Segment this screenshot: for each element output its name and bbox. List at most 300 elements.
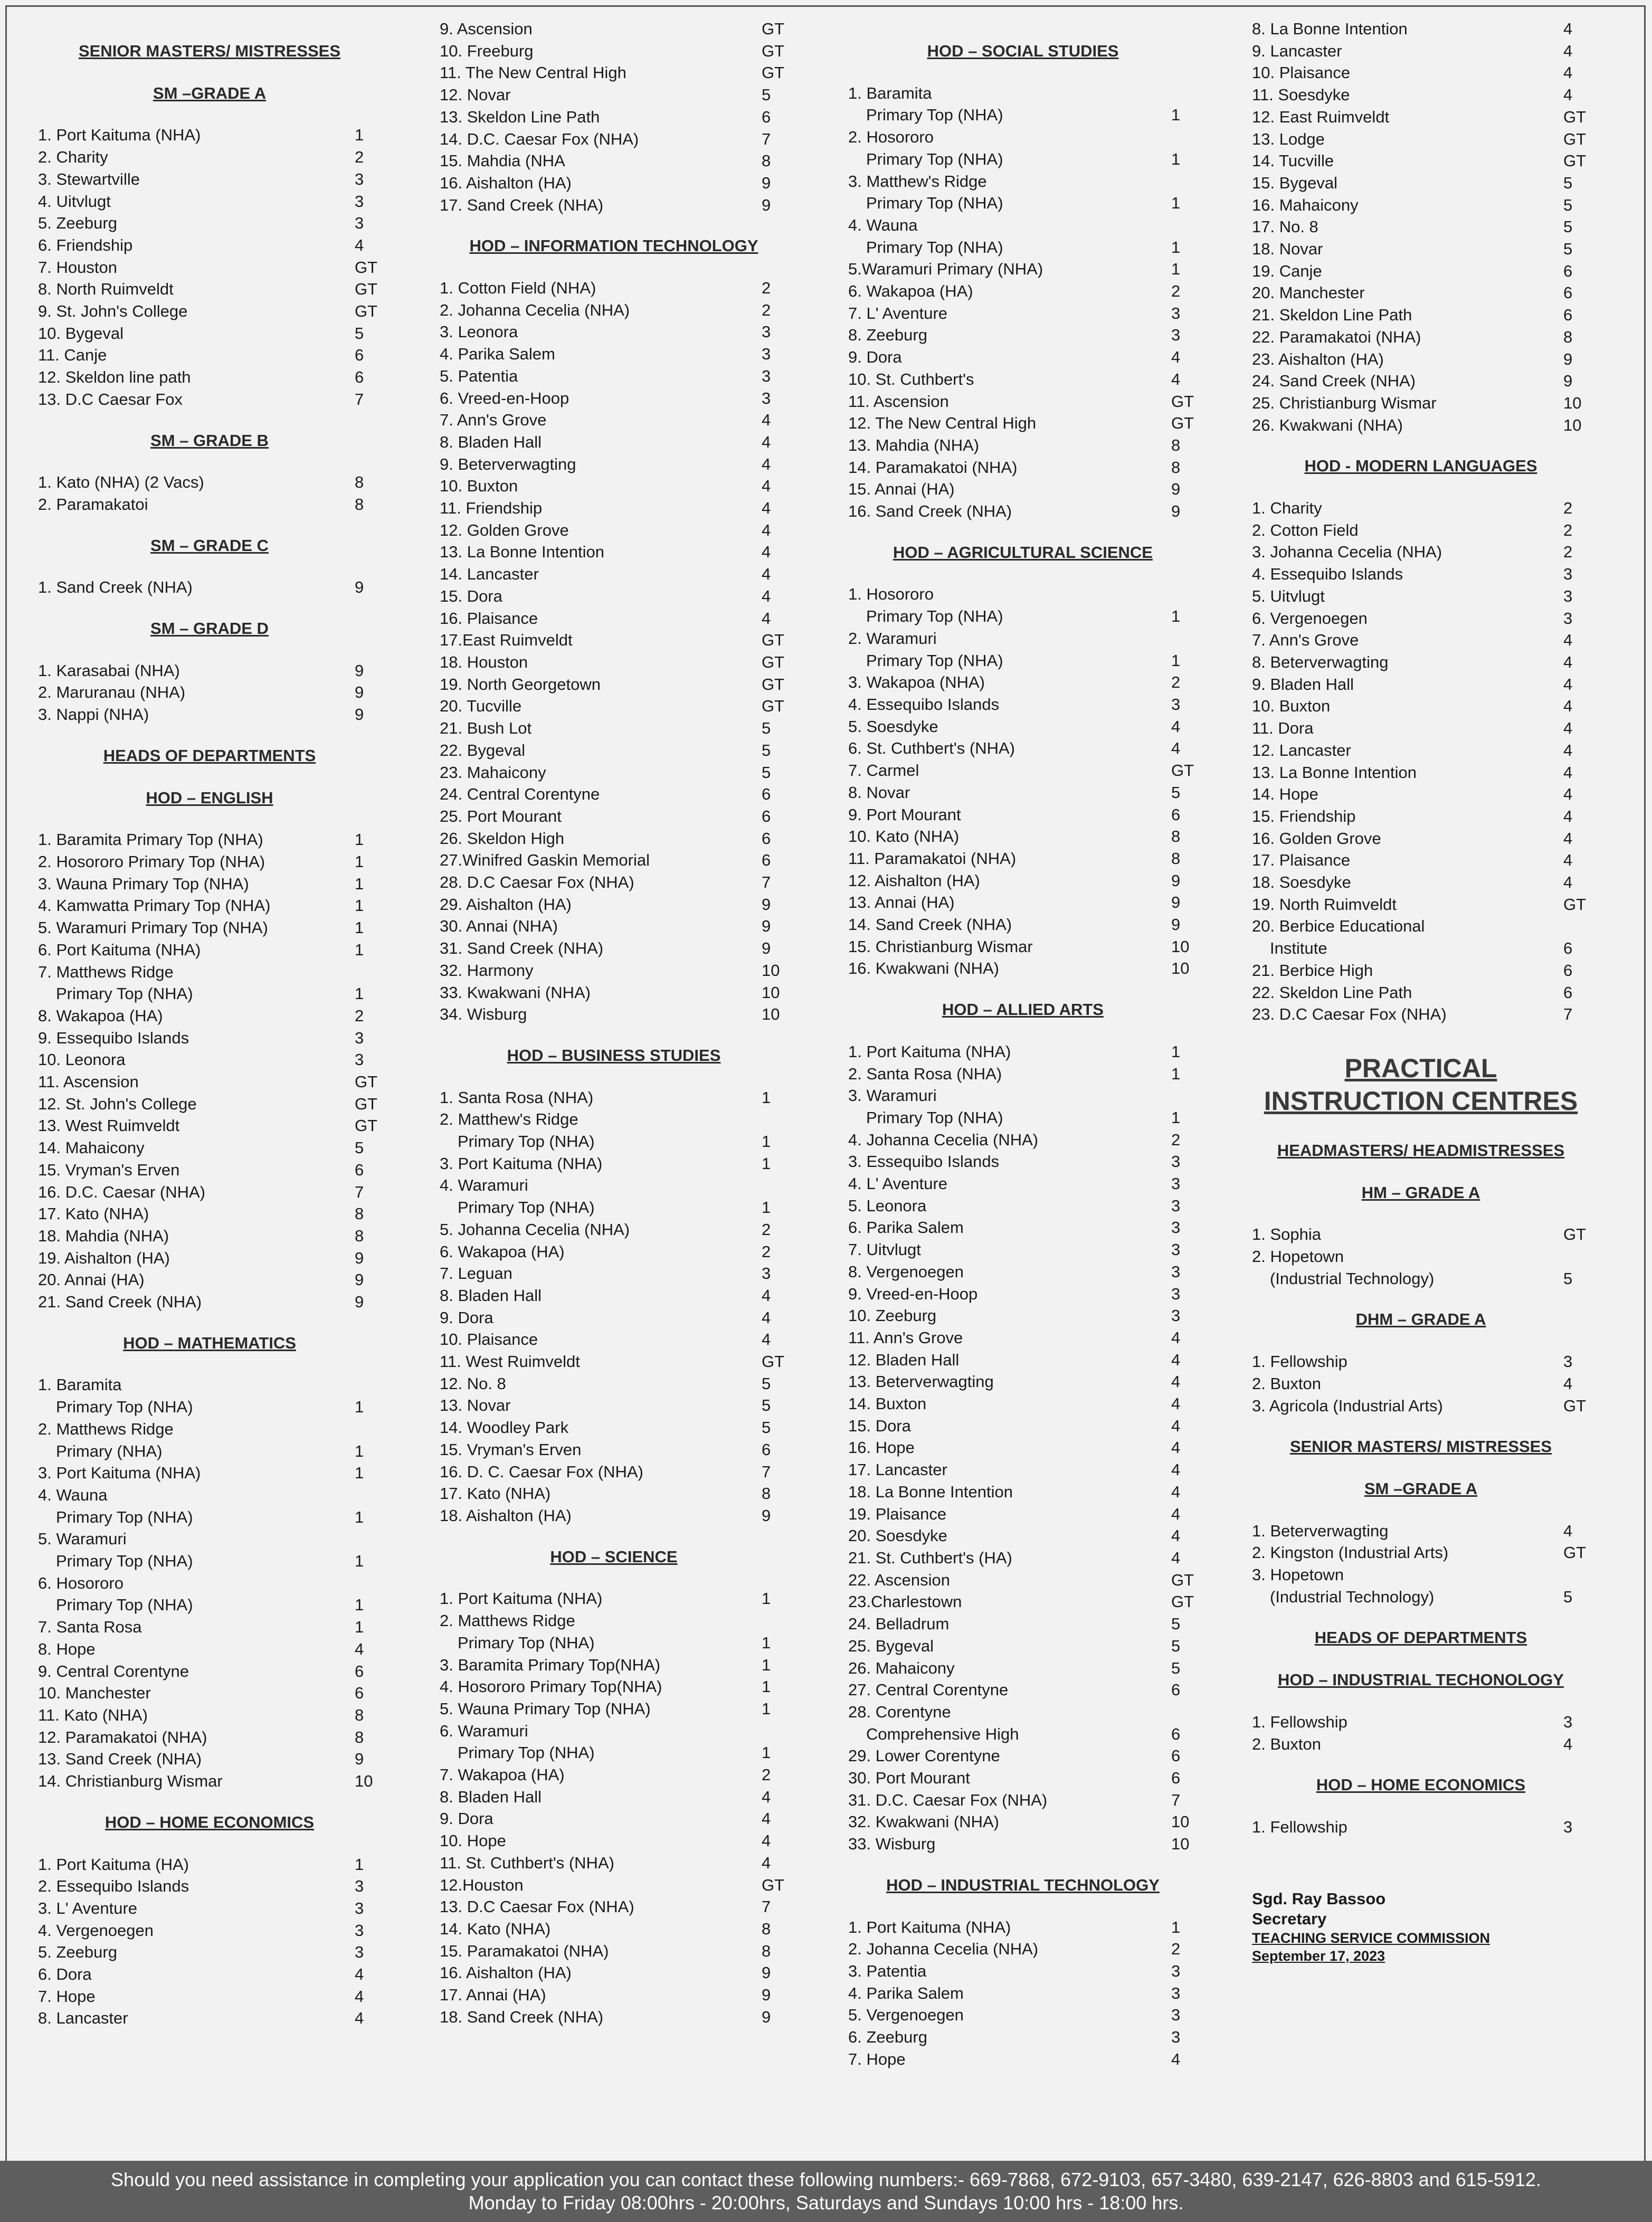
school-entry (1252, 739, 1590, 762)
school-entry (1252, 260, 1590, 282)
section-heading: HOD – INFORMATION TECHNOLOGY (469, 236, 758, 255)
school-name: 7. Ann's Grove (440, 411, 547, 430)
school-name: 8. Bladen Hall (440, 432, 542, 451)
school-name: Primary Top (NHA) (866, 149, 1003, 168)
school-entry (38, 1726, 381, 1749)
school-entry (440, 1505, 788, 1527)
school-grade: 5 (1171, 1615, 1181, 1634)
school-entry (1252, 1246, 1590, 1268)
school-entry (440, 1830, 788, 1852)
school-grade: 9 (355, 1248, 364, 1267)
school-name: 10. Plaisance (440, 1330, 538, 1349)
school-grade: 8 (1171, 849, 1181, 868)
school-entry (38, 1638, 381, 1660)
school-grade (355, 1528, 381, 1550)
school-grade: GT (762, 41, 785, 60)
school-name: 6. Waramuri (440, 1721, 528, 1740)
school-entry (38, 1572, 381, 1594)
school-entry (848, 1305, 1198, 1327)
school-entry (848, 368, 1198, 391)
school-grade: 8 (355, 1226, 364, 1245)
school-entry (38, 1986, 381, 2008)
school-name: 9. Lancaster (1252, 41, 1342, 60)
school-name: 9. Dora (440, 1809, 493, 1828)
school-grade (355, 1418, 381, 1440)
school-entry (1252, 695, 1590, 717)
school-grade: 4 (762, 1330, 771, 1349)
school-entry (38, 471, 381, 493)
school-name: 11. Dora (1252, 719, 1314, 738)
school-name: Primary Top (NHA) (866, 194, 1003, 213)
school-entry (440, 915, 788, 937)
school-grade: 8 (355, 473, 364, 492)
school-name: 4. Uitvlugt (38, 192, 111, 211)
school-name: 11. St. Cuthbert's (NHA) (440, 1853, 614, 1872)
school-grade: 4 (1563, 719, 1573, 738)
school-entry (38, 278, 381, 300)
school-name: 17. Kato (NHA) (38, 1204, 149, 1223)
school-name: 1. Cotton Field (NHA) (440, 279, 596, 298)
school-name: 1. Port Kaituma (NHA) (848, 1917, 1011, 1936)
school-name: 17. No. 8 (1252, 217, 1318, 236)
school-name: 8. Novar (848, 783, 910, 802)
section-heading: SM – GRADE B (150, 431, 269, 450)
school-name: 18. Novar (1252, 240, 1323, 259)
school-entry (440, 299, 788, 321)
school-grade: 4 (762, 432, 771, 451)
school-entry (848, 2048, 1198, 2071)
school-entry (1252, 563, 1590, 585)
school-entry (848, 671, 1198, 694)
school-entry (1252, 194, 1590, 216)
school-entry (38, 1247, 381, 1269)
school-entry (38, 1225, 381, 1247)
school-grade: 3 (355, 169, 364, 188)
school-entry (440, 695, 788, 717)
school-entry (440, 387, 788, 410)
school-name: 7. Wakapoa (HA) (440, 1765, 565, 1784)
school-entry (38, 660, 381, 682)
school-grade: 7 (355, 390, 364, 409)
school-grade: 1 (1171, 1108, 1181, 1127)
school-name: 6. St. Cuthbert's (NHA) (848, 739, 1015, 758)
school-name: 2. Hosororo (848, 128, 934, 147)
school-name: 15. Vryman's Erven (38, 1160, 180, 1179)
school-name: 10. Buxton (1252, 697, 1331, 716)
school-entry (38, 1027, 381, 1049)
school-name: 20. Berbice Educational (1252, 917, 1425, 936)
school-entry (848, 324, 1198, 346)
school-name: Primary Top (NHA) (458, 1743, 595, 1762)
school-entry (440, 1676, 788, 1698)
school-grade: GT (762, 1875, 785, 1894)
school-entry (1252, 348, 1590, 371)
school-name: 16. Mahaicony (1252, 195, 1359, 214)
school-entry (1252, 1564, 1590, 1586)
school-entry (848, 870, 1198, 892)
school-grade (355, 961, 381, 983)
school-entry (440, 1003, 788, 1025)
school-name: 13. Annai (HA) (848, 893, 955, 912)
school-grade: 9 (762, 195, 771, 214)
school-entry (848, 1811, 1198, 1833)
school-name: 1. Port Kaituma (NHA) (440, 1589, 603, 1608)
school-name: 18. Soesdyke (1252, 873, 1351, 892)
school-name: 28. D.C Caesar Fox (NHA) (440, 873, 634, 892)
school-name: 12.Houston (440, 1875, 524, 1894)
school-grade: GT (762, 697, 785, 716)
school-entry (848, 825, 1198, 848)
school-name: 21. Bush Lot (440, 719, 532, 738)
school-name: 2. Hopetown (1252, 1247, 1344, 1266)
school-name: 25. Port Mourant (440, 806, 562, 825)
school-grade: 4 (1563, 675, 1573, 694)
school-grade: 1 (355, 1552, 364, 1571)
school-grade: 9 (762, 1506, 771, 1525)
school-name: Primary Top (NHA) (56, 1507, 193, 1526)
school-entry (848, 694, 1198, 716)
school-entry (38, 1269, 381, 1291)
school-grade: 6 (762, 806, 771, 825)
school-grade: 4 (762, 586, 771, 605)
school-name: 14. Buxton (848, 1394, 927, 1413)
school-name: 6. Hosororo (38, 1573, 124, 1592)
school-entry (848, 628, 1198, 650)
school-name: Primary Top (NHA) (56, 1596, 193, 1615)
school-entry (848, 957, 1198, 980)
school-entry (38, 1462, 381, 1484)
school-name: 16. Kwakwani (NHA) (848, 959, 999, 978)
school-entry-continuation (848, 236, 1198, 259)
school-grade (1563, 1246, 1590, 1268)
school-name: Primary Top (NHA) (56, 1398, 193, 1417)
school-name: 32. Harmony (440, 961, 534, 980)
school-entry (848, 1063, 1198, 1085)
school-entry (848, 1503, 1198, 1525)
school-entry (38, 829, 381, 851)
school-entry (848, 1701, 1198, 1723)
school-grade: 1 (1171, 260, 1181, 279)
school-name: 5. Uitvlugt (1252, 586, 1325, 605)
school-entry (38, 1159, 381, 1181)
school-grade: GT (1563, 1396, 1587, 1415)
school-entry (848, 126, 1198, 148)
school-grade: 5 (762, 740, 771, 759)
school-entry (440, 960, 788, 982)
school-entry (38, 851, 381, 873)
school-entry (440, 783, 788, 805)
school-name: Primary Top (NHA) (866, 1108, 1003, 1127)
school-grade: 7 (762, 1897, 771, 1916)
school-entry (848, 500, 1198, 523)
school-entry (38, 1115, 381, 1137)
school-grade: 3 (1171, 2006, 1181, 2025)
school-entry (440, 1698, 788, 1720)
school-entry (440, 497, 788, 519)
school-name: 12. No. 8 (440, 1374, 506, 1393)
school-name: 4. Vergenoegen (38, 1921, 154, 1940)
school-grade: 4 (1563, 829, 1573, 848)
school-grade: 6 (355, 368, 364, 387)
school-name: 8. Bladen Hall (440, 1787, 542, 1806)
school-name: 14. D.C. Caesar Fox (NHA) (440, 129, 639, 148)
school-grade: 4 (1563, 41, 1573, 60)
school-name: 13. D.C Caesar Fox (38, 390, 183, 409)
school-entry (848, 583, 1198, 605)
school-grade: 2 (1171, 1130, 1181, 1149)
school-grade: 1 (355, 918, 364, 937)
school-grade: 1 (762, 1655, 771, 1674)
school-entry (440, 18, 788, 40)
school-name: 3. Wauna Primary Top (NHA) (38, 874, 249, 893)
school-entry (848, 936, 1198, 958)
section-heading: HOD – ALLIED ARTS (942, 1000, 1104, 1019)
school-name: 24. Central Corentyne (440, 785, 600, 804)
school-grade: 9 (762, 939, 771, 958)
school-grade: 4 (1171, 1526, 1181, 1545)
school-name: 4. Essequibo Islands (1252, 565, 1403, 584)
school-name: 22. Skeldon Line Path (1252, 983, 1412, 1002)
school-grade: GT (355, 302, 378, 321)
school-entry (440, 1483, 788, 1505)
school-name: 30. Annai (NHA) (440, 917, 558, 936)
school-grade: 3 (762, 345, 771, 364)
school-entry (38, 366, 381, 388)
school-name: Primary Top (NHA) (458, 1198, 595, 1217)
school-grade: 4 (1563, 86, 1573, 105)
school-name: 23. Mahaicony (440, 763, 546, 782)
school-grade: 3 (762, 366, 771, 385)
school-name: 9. Essequibo Islands (38, 1028, 189, 1047)
school-name: Primary Top (NHA) (866, 651, 1003, 670)
school-grade: 3 (355, 214, 364, 233)
school-entry (848, 1960, 1198, 1982)
school-grade: 4 (1563, 20, 1573, 38)
school-grade: 4 (762, 543, 771, 562)
school-entry (38, 704, 381, 726)
school-name: 16. Plaisance (440, 609, 538, 628)
school-entry (440, 849, 788, 871)
section-heading: HOD – HOME ECONOMICS (1316, 1775, 1526, 1794)
school-grade: 1 (355, 874, 364, 893)
school-name: 13. D.C Caesar Fox (NHA) (440, 1897, 634, 1916)
school-name: 6. Port Kaituma (NHA) (38, 940, 201, 959)
school-name: 18. Mahdia (NHA) (38, 1226, 169, 1245)
school-grade: 1 (1171, 1917, 1181, 1936)
school-name: 2. Charity (38, 148, 108, 167)
school-name: 1. Kato (NHA) (2 Vacs) (38, 473, 204, 492)
school-entry-continuation (1252, 1268, 1590, 1290)
school-name: 7. Leguan (440, 1264, 512, 1283)
school-grade: 4 (762, 411, 771, 430)
school-grade (762, 1720, 788, 1742)
school-name: 29. Lower Corentyne (848, 1746, 1000, 1765)
school-entry (848, 1217, 1198, 1239)
school-entry (848, 1767, 1198, 1789)
school-entry (440, 62, 788, 84)
school-name: 17. Sand Creek (NHA) (440, 195, 604, 214)
school-grade: GT (762, 652, 785, 671)
school-grade: 4 (762, 1809, 771, 1828)
school-name: 3. Johanna Cecelia (NHA) (1252, 543, 1442, 562)
school-entry (848, 258, 1198, 280)
school-entry (38, 388, 381, 411)
school-grade: 8 (355, 1204, 364, 1223)
school-name: 14. Tucville (1252, 151, 1334, 170)
school-entry (440, 409, 788, 431)
school-name: 23. Aishalton (HA) (1252, 349, 1384, 368)
school-entry (1252, 370, 1590, 392)
school-grade: 4 (762, 1286, 771, 1305)
school-name: Primary Top (NHA) (866, 238, 1003, 257)
school-name: 14. Hope (1252, 785, 1318, 804)
school-entry (38, 1920, 381, 1942)
school-entry-continuation (848, 148, 1198, 170)
school-name: (Industrial Technology) (1270, 1269, 1435, 1288)
school-name: 14. Mahaicony (38, 1138, 145, 1157)
school-entry (440, 585, 788, 607)
school-name: 16. D.C. Caesar (NHA) (38, 1182, 205, 1201)
school-grade: 4 (355, 1965, 364, 1984)
school-entry (848, 1085, 1198, 1107)
school-name: 3. Baramita Primary Top(NHA) (440, 1655, 661, 1674)
school-grade (355, 1572, 381, 1594)
school-grade: 3 (762, 322, 771, 341)
school-grade (1171, 583, 1198, 605)
school-grade: 1 (1171, 607, 1181, 626)
school-grade: 4 (1563, 697, 1573, 716)
school-entry (848, 1525, 1198, 1547)
school-name: 8. Beterverwagting (1252, 652, 1389, 671)
school-name: 24. Sand Creek (NHA) (1252, 372, 1416, 391)
school-grade: 1 (1171, 238, 1181, 257)
school-grade: GT (1171, 1570, 1194, 1589)
school-grade: 6 (762, 851, 771, 870)
school-entry (848, 1613, 1198, 1635)
school-name: 10. St. Cuthbert's (848, 369, 974, 388)
school-name: 13. Lodge (1252, 129, 1325, 148)
school-name: 3. Leonora (440, 322, 518, 341)
school-grade: GT (355, 258, 378, 277)
school-entry (38, 1770, 381, 1792)
school-entry (38, 2007, 381, 2029)
school-grade: 4 (1171, 369, 1181, 388)
school-name: 9. Dora (440, 1308, 493, 1327)
school-grade: 5 (762, 1396, 771, 1415)
school-name: 3. Waramuri (848, 1086, 937, 1105)
school-grade: 1 (355, 852, 364, 871)
school-grade: 7 (762, 873, 771, 892)
school-name: 5. Vergenoegen (848, 2006, 964, 2025)
school-name: 15. Friendship (1252, 806, 1356, 825)
school-name: 17. Annai (HA) (440, 1986, 546, 2005)
section-heading: HEADS OF DEPARTMENTS (103, 746, 316, 765)
school-entry (440, 1896, 788, 1918)
school-grade: 1 (1171, 194, 1181, 213)
school-grade: 1 (762, 1699, 771, 1718)
school-name: 14. Kato (NHA) (440, 1919, 551, 1938)
school-grade: 3 (355, 1921, 364, 1940)
school-name: 8. Zeeburg (848, 326, 927, 345)
school-grade: 2 (762, 300, 771, 319)
school-entry-continuation (848, 1723, 1198, 1745)
school-grade: GT (355, 280, 378, 299)
school-name: 6. Zeeburg (848, 2028, 927, 2047)
school-name: 12. The New Central High (848, 414, 1037, 433)
school-entry (1252, 1351, 1590, 1373)
contact-footer (0, 2161, 1652, 2222)
school-entry (848, 1261, 1198, 1283)
school-grade: GT (1563, 1543, 1587, 1562)
school-entry (440, 453, 788, 476)
school-entry (440, 519, 788, 542)
school-grade: 1 (1171, 106, 1181, 125)
school-name: 9. Bladen Hall (1252, 675, 1354, 694)
school-grade: 6 (762, 829, 771, 848)
school-name: 5. Zeeburg (38, 214, 117, 233)
school-grade: 4 (1563, 785, 1573, 804)
school-entry (38, 344, 381, 366)
school-grade (1563, 1564, 1590, 1586)
school-entry (1252, 651, 1590, 673)
school-name: 14. Sand Creek (NHA) (848, 915, 1012, 934)
school-name: 11. Canje (38, 346, 107, 365)
column-1 (38, 18, 381, 2029)
school-name: Primary Top (NHA) (56, 984, 193, 1003)
school-entry-continuation (440, 1742, 788, 1764)
school-entry-continuation (1252, 1586, 1590, 1608)
school-grade: 2 (355, 148, 364, 167)
school-grade: 8 (1171, 827, 1181, 846)
school-name: 2. Waramuri (848, 629, 937, 648)
school-entry (848, 1569, 1198, 1591)
school-grade: 7 (1171, 1790, 1181, 1809)
school-grade: 1 (762, 1154, 771, 1173)
school-name: 3. Hopetown (1252, 1565, 1344, 1584)
school-grade: 1 (355, 940, 364, 959)
school-name: 9. Vreed-en-Hoop (848, 1284, 978, 1303)
school-name: 15. Dora (848, 1416, 911, 1435)
school-entry (440, 937, 788, 960)
school-name: 16. Aishalton (HA) (440, 173, 572, 192)
section-heading: HOD – MATHEMATICS (123, 1333, 296, 1352)
school-grade: 4 (1563, 873, 1573, 892)
school-name: 25. Christianburg Wismar (1252, 393, 1437, 412)
school-entry (848, 1151, 1198, 1173)
school-name: 9. St. John's College (38, 302, 188, 321)
school-grade: 6 (1563, 961, 1573, 980)
school-grade: 8 (355, 1706, 364, 1724)
school-entry (848, 1371, 1198, 1393)
school-name: 2. Maruranau (NHA) (38, 683, 186, 702)
school-name: 25. Bygeval (848, 1636, 934, 1655)
school-grade: GT (355, 1072, 378, 1091)
school-name: Primary Top (NHA) (458, 1132, 595, 1151)
school-grade: 10 (1171, 937, 1190, 956)
school-entry (1252, 326, 1590, 348)
school-name: 1. Port Kaituma (HA) (38, 1855, 189, 1874)
school-entry (38, 1203, 381, 1225)
school-grade: 4 (762, 454, 771, 473)
school-name: (Industrial Technology) (1270, 1587, 1435, 1606)
school-grade: 3 (1171, 1961, 1181, 1980)
school-grade: 9 (1171, 893, 1181, 912)
school-name: 2. Buxton (1252, 1734, 1321, 1753)
section-heading: HOD - MODERN LANGUAGES (1304, 457, 1537, 476)
school-entry (848, 1173, 1198, 1195)
school-entry (848, 478, 1198, 500)
school-name: 11. Kato (NHA) (38, 1706, 148, 1724)
